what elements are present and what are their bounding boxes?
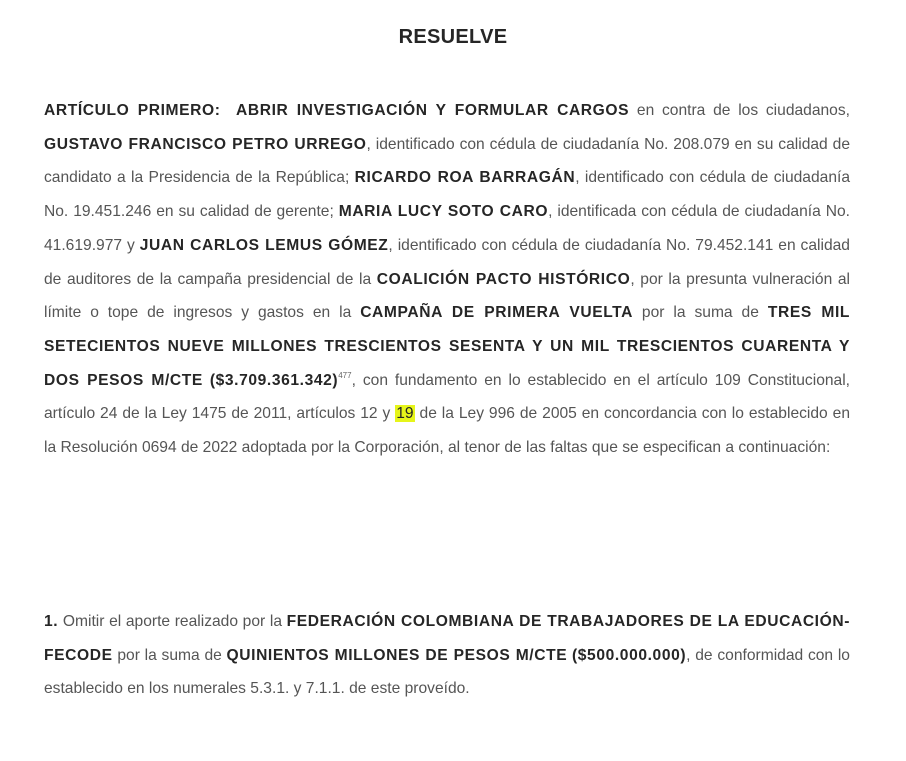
body-text: , de conformidad con lo establecido en los numerales 5.3.1. y 7.1.1. de este proveído. [44, 646, 850, 698]
person-name: GUSTAVO FRANCISCO PETRO URREGO [44, 135, 367, 153]
body-text: por la suma de [112, 646, 227, 664]
body-text: , identificado con cédula de ciudadanía No. 208.079 en su calidad de candidato a la Presidencia de la República; [44, 135, 851, 187]
body-text: , por la presunta vulneración al límite o tope de ingresos y gastos en la [44, 270, 850, 322]
coalition-name: COALICIÓN PACTO HISTÓRICO [376, 270, 631, 288]
campaign-name: CAMPAÑA DE PRIMERA VUELTA [360, 304, 633, 322]
body-text [203, 372, 210, 389]
body-text: , identificada con cédula de ciudadanía No. 41.619.977 y [44, 203, 850, 254]
amount-number: ($500.000.000) [571, 646, 687, 664]
article-primero-paragraph [44, 94, 850, 465]
body-text: por la suma de [633, 304, 768, 322]
body-text: de la Ley 996 de 2005 en concordancia con lo establecido en la Resolución 0694 de 2022 adoptada por la Corporación, al tenor de las faltas que se especifican a continuación: [44, 405, 850, 457]
organization-name: FEDERACIÓN COLOMBIANA DE TRABAJADORES DE LA EDUCACIÓN-FECODE [44, 613, 850, 664]
footnote-reference[interactable]: 477 [338, 370, 352, 380]
body-text: , identificado con cédula de ciudadanía No. 79.452.141 en calidad de auditores de la campaña presidencial de la [44, 236, 850, 288]
item-number: 1. [44, 613, 59, 630]
body-text: Omitir el aporte realizado por la [58, 613, 287, 630]
article-label: ARTÍCULO PRIMERO: [44, 102, 221, 119]
body-text: , identificado con cédula de ciudadanía No. 19.451.246 en su calidad de gerente; [44, 169, 851, 221]
person-name: RICARDO ROA BARRAGÁN [354, 169, 576, 187]
person-name: JUAN CARLOS LEMUS GÓMEZ [139, 236, 389, 254]
amount-number: ($3.709.361.342) [209, 371, 339, 389]
amount-words: TRES MIL SETECIENTOS NUEVE MILLONES TRESCIENTOS SESENTA Y UN MIL TRESCIENTOS CUARENTA Y DOS PESOS M/CTE [44, 304, 850, 389]
amount-words: QUINIENTOS MILLONES DE PESOS M/CTE [226, 646, 568, 664]
person-name: MARIA LUCY SOTO CARO [338, 203, 549, 221]
highlighted-text: 19 [396, 405, 414, 423]
body-text: en contra de los ciudadanos, [629, 102, 850, 119]
body-text: , con fundamento en lo establecido en el artículo 109 Constitucional, artículo 24 de la Ley 1475 de 2011, artículos 12 y [44, 371, 851, 423]
section-heading: RESUELVE [398, 26, 508, 48]
article-action: ABRIR INVESTIGACIÓN Y FORMULAR CARGOS [236, 102, 630, 119]
item-1-paragraph [44, 605, 850, 706]
